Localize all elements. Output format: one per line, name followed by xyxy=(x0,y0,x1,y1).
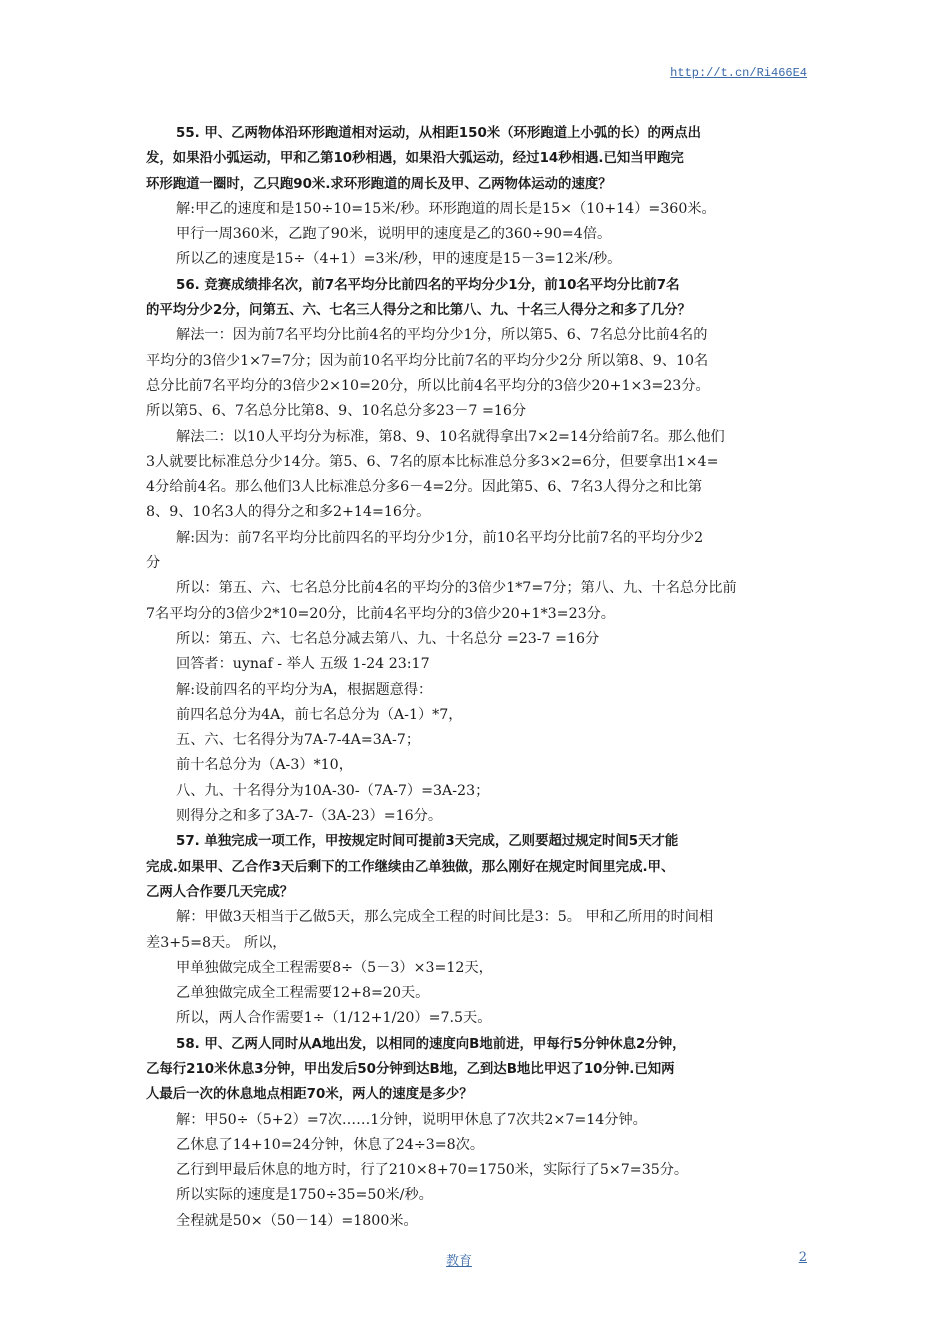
text-line: 所以：第五、六、七名总分比前4名的平均分的3倍少1*7=7分；第八、九、十名总分比前 xyxy=(176,580,737,597)
page-number[interactable]: 2 xyxy=(798,1250,807,1265)
question-line: 乙两人合作要几天完成？ xyxy=(146,884,294,900)
text-line: 解法二：以10人平均分为标准，第8、9、10名就得拿出7×2=14分给前7名。那么他们 xyxy=(176,428,725,445)
text-line: 甲单独做完成全工程需要8÷（5－3）×3=12天， xyxy=(176,959,493,976)
text-line: 平均分的3倍少1×7=7分；因为前10名平均分比前7名的平均分少2分 所以第8、9、10名 xyxy=(146,352,709,369)
question-line: 的平均分少2分，问第五、六、七名三人得分之和比第八、九、十名三人得分之和多了几分？ xyxy=(146,303,691,319)
text-line: 八、九、十名得分为10A-30-（7A-7）=3A-23； xyxy=(176,782,490,799)
text-line: 乙行到甲最后休息的地方时，行了210×8+70=1750米，实际行了5×7=35分。 xyxy=(176,1162,689,1179)
question-line: 57. 单独完成一项工作，甲按规定时间可提前3天完成，乙则要超过规定时间5天才能 xyxy=(176,834,679,850)
text-line: 解:因为：前7名平均分比前四名的平均分少1分，前10名平均分比前7名的平均分少2 xyxy=(176,529,704,546)
text-line: 所以：第五、六、七名总分减去第八、九、十名总分 =23-7 =16分 xyxy=(176,630,600,647)
text-line: 五、六、七名得分为7A-7-4A=3A-7； xyxy=(176,732,421,749)
question-line: 完成.如果甲、乙合作3天后剩下的工作继续由乙单独做，那么刚好在规定时间里完成.甲、 xyxy=(146,859,675,875)
text-line: 所以乙的速度是15÷（4+1）=3米/秒，甲的速度是15－3=12米/秒。 xyxy=(176,251,622,268)
question-line: 56. 竞赛成绩排名次，前7名平均分比前四名的平均分少1分，前10名平均分比前7名 xyxy=(176,277,680,293)
text-line: 解：甲做3天相当于乙做5天，那么完成全工程的时间比是3：5。 甲和乙所用的时间相 xyxy=(176,909,714,926)
text-line: 分 xyxy=(146,555,161,572)
question-line: 环形跑道一圈时，乙只跑90米.求环形跑道的周长及甲、乙两物体运动的速度？ xyxy=(146,176,612,192)
text-line: 乙单独做完成全工程需要12+8=20天。 xyxy=(176,985,430,1002)
question-line: 发，如果沿小弧运动，甲和乙第10秒相遇，如果沿大弧运动，经过14秒相遇.已知当甲跑完 xyxy=(146,151,684,167)
text-line: 解：甲50÷（5+2）=7次……1分钟，说明甲休息了7次共2×7=14分钟。 xyxy=(176,1111,647,1128)
text-line: 4分给前4名。那么他们3人比标准总分多6－4=2分。因此第5、6、7名3人得分之和比第 xyxy=(146,479,703,496)
text-line: 前十名总分为（A-3）*10， xyxy=(176,757,353,774)
text-line: 解:设前四名的平均分为A，根据题意得： xyxy=(176,681,433,698)
text-line: 解法一：因为前7名平均分比前4名的平均分少1分，所以第5、6、7名总分比前4名的 xyxy=(176,327,708,344)
text-line: 总分比前7名平均分的3倍少2×10=20分，所以比前4名平均分的3倍少20+1×3=23分。 xyxy=(146,377,710,394)
text-line: 回答者：uynaf - 举人 五级 1-24 23:17 xyxy=(176,656,430,673)
text-line: 所以第5、6、7名总分比第8、9、10名总分多23－7 =16分 xyxy=(146,403,527,420)
question-line: 乙每行210米休息3分钟，甲出发后50分钟到达B地，乙到达B地比甲迟了10分钟.已知两 xyxy=(146,1061,675,1077)
footer-center-label[interactable]: 教育 xyxy=(446,1254,473,1269)
text-line: 甲行一周360米，乙跑了90米，说明甲的速度是乙的360÷90=4倍。 xyxy=(176,226,612,243)
text-line: 乙休息了14+10=24分钟，休息了24÷3=8次。 xyxy=(176,1136,485,1153)
header-link[interactable]: http://t.cn/Ri466E4 xyxy=(670,66,807,80)
document-body xyxy=(146,121,807,1234)
text-line: 解:甲乙的速度和是150÷10=15米/秒。环形跑道的周长是15×（10+14）=360米。 xyxy=(176,200,716,217)
text-line: 7名平均分的3倍少2*10=20分，比前4名平均分的3倍少20+1*3=23分。 xyxy=(146,605,615,622)
text-line: 则得分之和多了3A-7-（3A-23）=16分。 xyxy=(176,808,443,825)
question-line: 58. 甲、乙两人同时从A地出发，以相同的速度向B地前进，甲每行5分钟休息2分钟， xyxy=(176,1036,686,1052)
question-line: 人最后一次的休息地点相距70米，两人的速度是多少？ xyxy=(146,1087,473,1103)
text-line: 8、9、10名3人的得分之和多2+14=16分。 xyxy=(146,504,431,521)
text-line: 全程就是50×（50－14）=1800米。 xyxy=(176,1212,418,1229)
text-line: 前四名总分为4A，前七名总分为（A-1）*7， xyxy=(176,706,463,723)
text-line: 差3+5=8天。 所以， xyxy=(146,934,287,951)
question-line: 55. 甲、乙两物体沿环形跑道相对运动，从相距150米（环形跑道上小弧的长）的两点出 xyxy=(176,126,702,141)
text-line: 所以，两人合作需要1÷（1/12+1/20）=7.5天。 xyxy=(176,1010,492,1027)
text-line: 3人就要比标准总分少14分。第5、6、7名的原本比标准总分多3×2=6分，但要拿出1×4= xyxy=(146,453,719,470)
text-line: 所以实际的速度是1750÷35=50米/秒。 xyxy=(176,1187,433,1204)
